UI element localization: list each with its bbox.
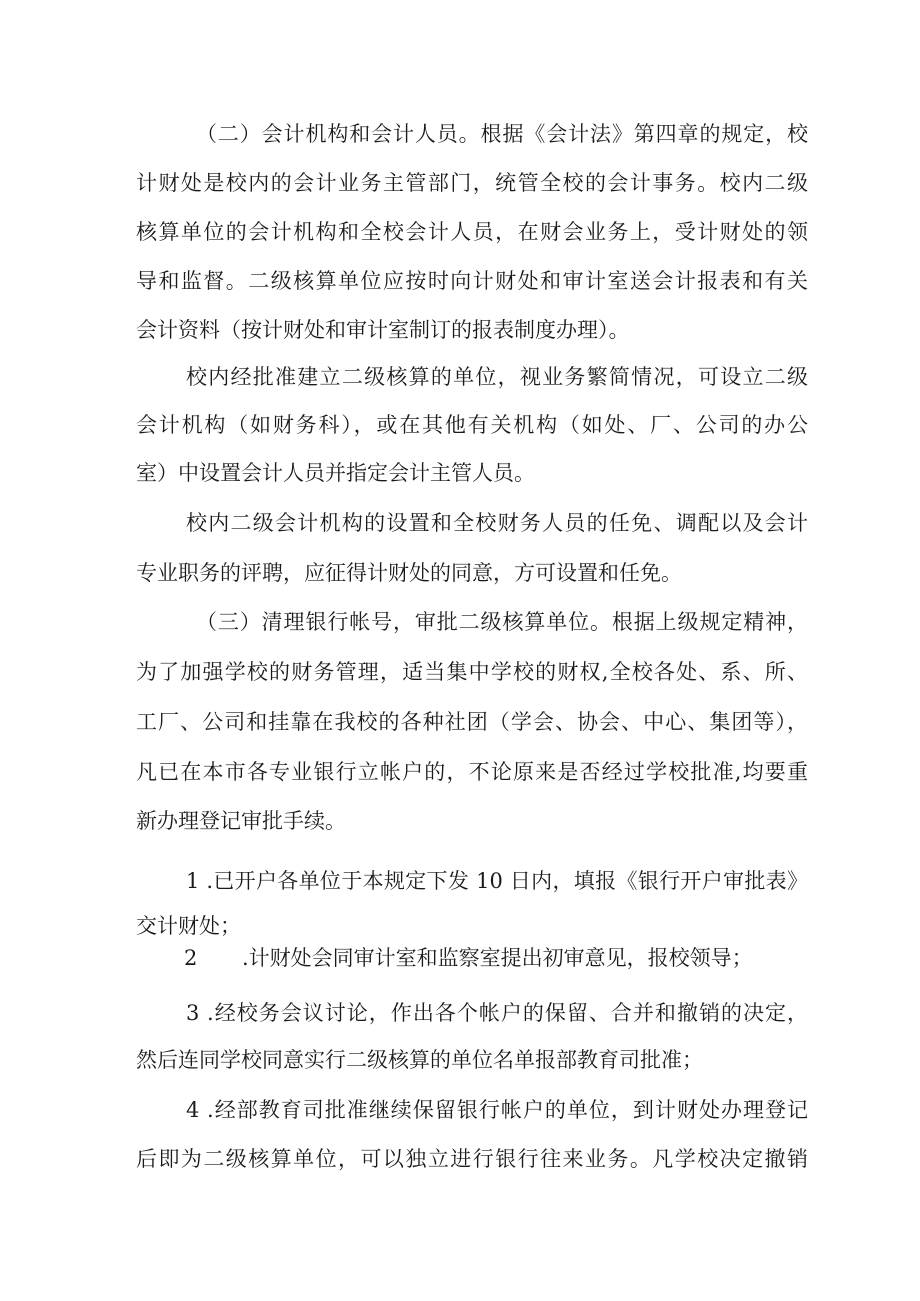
item-3-line-1: 3 .经校务会议讨论，作出各个帐户的保留、合并和撤销的决定，	[186, 1001, 808, 1025]
item-3-line-2: 然后连同学校同意实行二级核算的单位名单报部教育司批准；	[136, 1048, 703, 1072]
paragraph-2-line-4: 导和监督。二级核算单位应按时向计财处和审计室送会计报表和有关	[136, 269, 808, 293]
paragraph-4-line-1: 校内二级会计机构的设置和全校财务人员的任免、调配以及会计	[186, 511, 808, 535]
item-4-line-2: 后即为二级核算单位，可以独立进行银行往来业务。凡学校决定撤销	[136, 1147, 808, 1171]
item-4-line-1: 4 .经部教育司批准继续保留银行帐户的单位，到计财处办理登记	[186, 1098, 808, 1122]
paragraph-5-line-1: （三）清理银行帐号，审批二级核算单位。根据上级规定精神，	[196, 610, 808, 634]
paragraph-2-line-5: 会计资料（按计财处和审计室制订的报表制度办理）。	[136, 318, 630, 342]
paragraph-5-line-4: 凡已在本市各专业银行立帐户的，不论原来是否经过学校批准,均要重	[136, 760, 808, 784]
paragraph-5-line-2: 为了加强学校的财务管理，适当集中学校的财权,全校各处、系、所、	[136, 660, 808, 684]
item-1-line-1: 1 .已开户各单位于本规定下发 10 日内，填报《银行开户审批表》	[186, 869, 808, 893]
paragraph-3-line-1: 校内经批准建立二级核算的单位，视业务繁简情况，可设立二级	[186, 365, 808, 389]
paragraph-3-line-3: 室）中设置会计人员并指定会计主管人员。	[136, 461, 535, 485]
item-2-number: 2	[184, 946, 198, 970]
item-2-text: .计财处会同审计室和监察室提出初审意见，报校领导；	[242, 946, 753, 970]
paragraph-2-line-3: 核算单位的会计机构和全校会计人员，在财会业务上，受计财处的领	[136, 220, 808, 244]
paragraph-2-line-1: （二）会计机构和会计人员。根据《会计法》第四章的规定，校	[196, 122, 808, 146]
paragraph-2-line-2: 计财处是校内的会计业务主管部门，统管全校的会计事务。校内二级	[136, 171, 808, 195]
paragraph-5-line-5: 新办理登记审批手续。	[136, 809, 346, 833]
paragraph-5-line-3: 工厂、公司和挂靠在我校的各种社团（学会、协会、中心、集团等），	[136, 710, 808, 734]
paragraph-4-line-2: 专业职务的评聘，应征得计财处的同意，方可设置和任免。	[136, 561, 682, 585]
item-1-line-2: 交计财处；	[136, 914, 241, 938]
paragraph-3-line-2: 会计机构（如财务科），或在其他有关机构（如处、厂、公司的办公	[136, 413, 808, 437]
